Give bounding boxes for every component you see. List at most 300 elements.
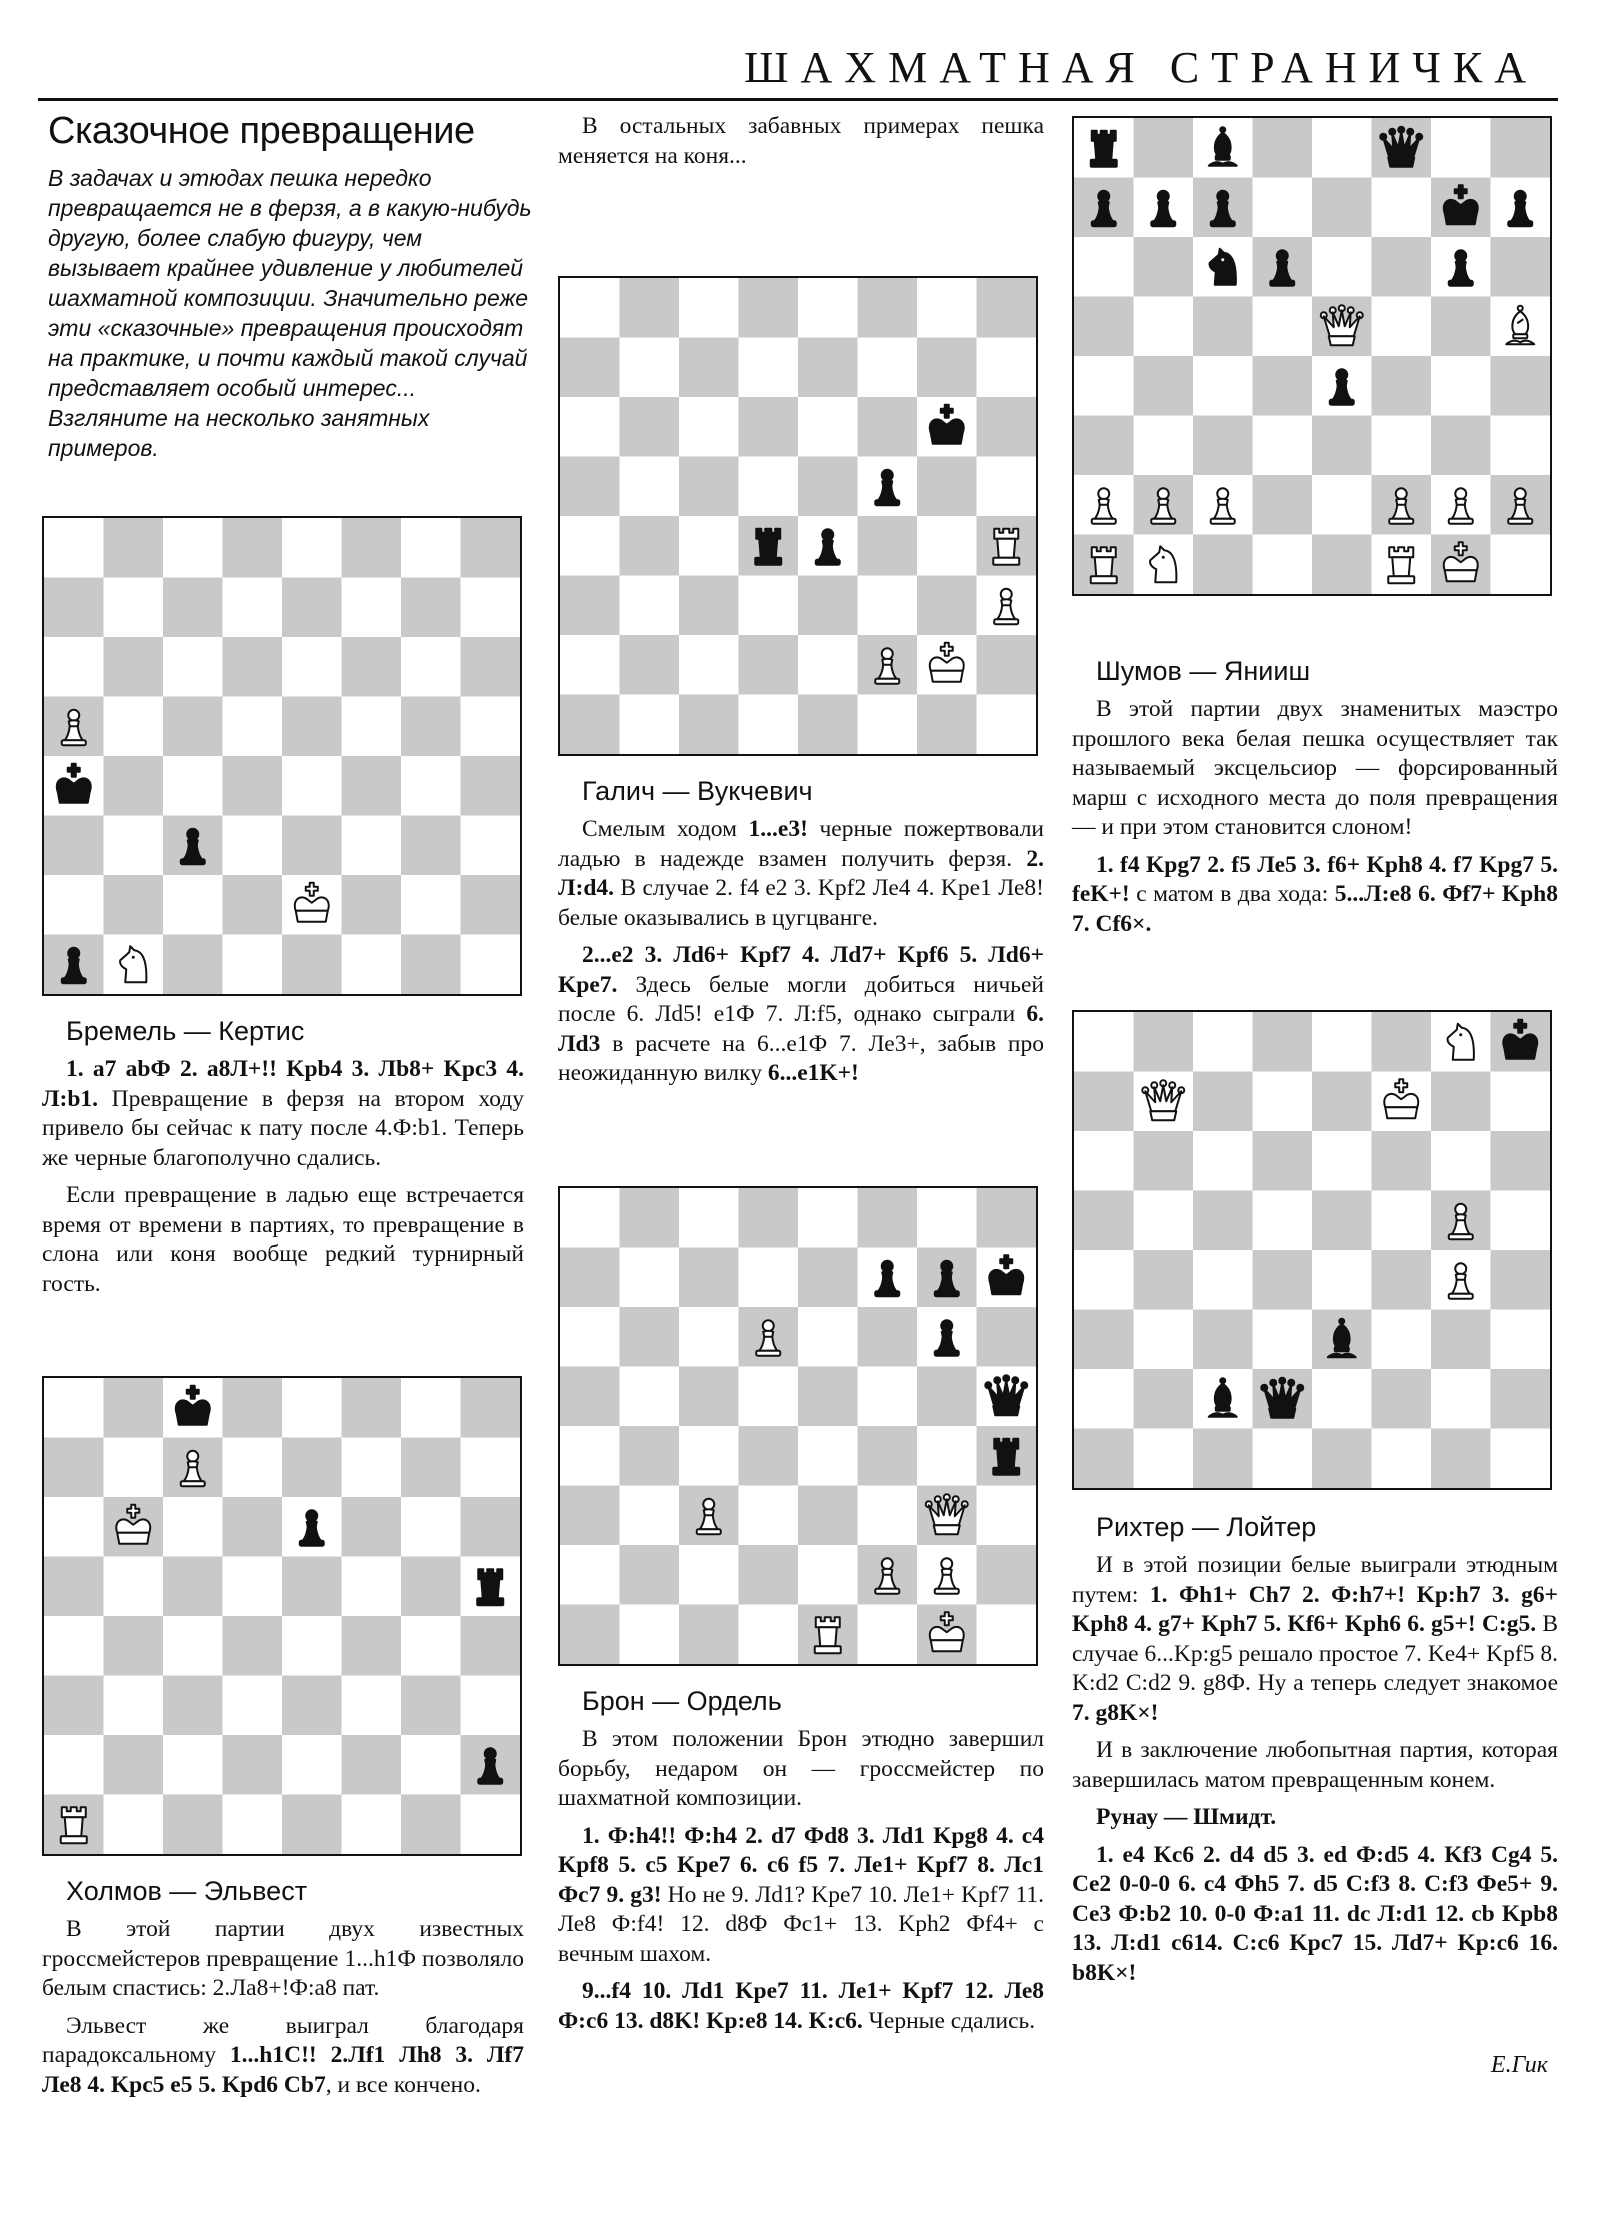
dark-square xyxy=(461,1378,521,1438)
game-bron-ordel xyxy=(558,1686,1044,2044)
dark-square xyxy=(1253,1012,1313,1072)
light-square xyxy=(560,635,620,695)
light-square xyxy=(679,635,739,695)
dark-square xyxy=(858,1188,918,1248)
light-square xyxy=(461,1795,521,1855)
light-square xyxy=(223,1557,283,1617)
light-square xyxy=(163,1497,223,1557)
dark-square xyxy=(461,756,521,816)
game-kholmov-elvest xyxy=(42,1876,524,2108)
light-square xyxy=(1253,535,1313,595)
dark-square xyxy=(401,1557,461,1617)
light-square xyxy=(798,278,858,338)
dark-square xyxy=(1491,356,1551,416)
light-square xyxy=(104,697,164,757)
light-square xyxy=(1372,416,1432,476)
dark-square xyxy=(858,397,918,457)
white-rook-piece xyxy=(815,1617,841,1653)
dark-square xyxy=(223,756,283,816)
dark-square xyxy=(163,1795,223,1855)
light-square xyxy=(1491,1429,1551,1489)
light-square xyxy=(401,518,461,578)
light-square xyxy=(44,518,104,578)
light-square xyxy=(342,1557,402,1617)
light-square xyxy=(1074,1131,1134,1191)
light-square xyxy=(679,516,739,576)
light-square xyxy=(282,1616,342,1676)
light-square xyxy=(163,756,223,816)
dark-square xyxy=(223,1497,283,1557)
dark-square xyxy=(223,518,283,578)
dark-square xyxy=(560,1248,620,1308)
dark-square xyxy=(917,576,977,636)
light-square xyxy=(620,338,680,398)
dark-square xyxy=(44,816,104,876)
dark-square xyxy=(1134,1012,1194,1072)
chessboard xyxy=(560,278,1036,754)
dark-square xyxy=(44,1438,104,1498)
dark-square xyxy=(560,457,620,517)
light-square xyxy=(858,695,918,755)
light-square xyxy=(342,697,402,757)
dark-square xyxy=(1193,1191,1253,1251)
game-paragraph: В этой партии двух известных гроссмейстеров превращение 1...h1Ф позволяло белым спастись: 2.Ла8+!Ф:а8 пат. xyxy=(42,1916,524,2001)
dark-square xyxy=(798,1248,858,1308)
light-square xyxy=(282,756,342,816)
light-square xyxy=(342,1795,402,1855)
chess-diagram-shumov-yanish xyxy=(1072,116,1552,596)
dark-square xyxy=(461,875,521,935)
dark-square xyxy=(1253,475,1313,535)
light-square xyxy=(977,457,1037,517)
dark-square xyxy=(342,756,402,816)
light-square xyxy=(1491,535,1551,595)
light-square xyxy=(560,516,620,576)
light-square xyxy=(1253,297,1313,357)
dark-square xyxy=(1193,535,1253,595)
light-square xyxy=(342,935,402,995)
light-square xyxy=(1312,1250,1372,1310)
light-square xyxy=(560,1307,620,1367)
light-square xyxy=(44,1378,104,1438)
dark-square xyxy=(798,576,858,636)
light-square xyxy=(163,1735,223,1795)
dark-square xyxy=(282,1438,342,1498)
dark-square xyxy=(1074,1072,1134,1132)
light-square xyxy=(163,518,223,578)
dark-square xyxy=(798,1367,858,1427)
light-square xyxy=(104,1438,164,1498)
dark-square xyxy=(1134,118,1194,178)
dark-square xyxy=(1491,118,1551,178)
light-square xyxy=(620,695,680,755)
dark-square xyxy=(342,1735,402,1795)
page-header xyxy=(38,38,1558,101)
light-square xyxy=(223,1795,283,1855)
dark-square xyxy=(1193,297,1253,357)
dark-square xyxy=(401,578,461,638)
dark-square xyxy=(163,578,223,638)
page-section-title: ШАХМАТНАЯ СТРАНИЧКА xyxy=(744,43,1538,92)
dark-square xyxy=(1431,1072,1491,1132)
light-square xyxy=(1312,1369,1372,1429)
light-square xyxy=(1074,1012,1134,1072)
dark-square xyxy=(1372,1012,1432,1072)
dark-square xyxy=(282,1795,342,1855)
dark-square xyxy=(342,637,402,697)
light-square xyxy=(1372,1310,1432,1370)
dark-square xyxy=(679,695,739,755)
light-square xyxy=(679,1426,739,1486)
dark-square xyxy=(620,1307,680,1367)
light-square xyxy=(1134,1429,1194,1489)
light-square xyxy=(1134,1191,1194,1251)
light-square xyxy=(739,457,799,517)
light-square xyxy=(163,637,223,697)
dark-square xyxy=(461,637,521,697)
dark-square xyxy=(1134,1250,1194,1310)
game-richter-loiter xyxy=(1072,1512,1558,1996)
game-galich-vukchevich xyxy=(558,776,1044,1097)
dark-square xyxy=(620,397,680,457)
light-square xyxy=(163,875,223,935)
dark-square xyxy=(1312,178,1372,238)
dark-square xyxy=(1372,1250,1432,1310)
light-square xyxy=(798,635,858,695)
dark-square xyxy=(223,1378,283,1438)
dark-square xyxy=(1074,1310,1134,1370)
light-square xyxy=(1372,297,1432,357)
dark-square xyxy=(1193,416,1253,476)
dark-square xyxy=(401,1438,461,1498)
light-square xyxy=(679,1307,739,1367)
column-left xyxy=(42,110,532,463)
dark-square xyxy=(282,1676,342,1736)
dark-square xyxy=(1312,416,1372,476)
article-signature-block xyxy=(1072,2048,1558,2079)
article-title: Сказочное превращение xyxy=(48,110,475,152)
dark-square xyxy=(679,457,739,517)
light-square xyxy=(223,697,283,757)
dark-square xyxy=(1491,1250,1551,1310)
game-paragraph: В остальных забавных примерах пешка меняется на коня... xyxy=(558,113,1044,169)
light-square xyxy=(620,457,680,517)
light-square xyxy=(1312,475,1372,535)
light-square xyxy=(798,1188,858,1248)
light-square xyxy=(858,1367,918,1427)
game-kholmov-elvest-continued xyxy=(558,112,1044,179)
light-square xyxy=(1491,1310,1551,1370)
light-square xyxy=(858,576,918,636)
light-square xyxy=(679,397,739,457)
light-square xyxy=(401,756,461,816)
dark-square xyxy=(1312,1191,1372,1251)
dark-square xyxy=(679,338,739,398)
dark-square xyxy=(1491,1131,1551,1191)
dark-square xyxy=(560,695,620,755)
dark-square xyxy=(620,1426,680,1486)
dark-square xyxy=(104,1378,164,1438)
dark-square xyxy=(1193,1310,1253,1370)
white-rook-piece xyxy=(993,529,1019,565)
dark-square xyxy=(977,1307,1037,1367)
light-square xyxy=(282,637,342,697)
light-square xyxy=(620,1605,680,1665)
light-square xyxy=(798,1307,858,1367)
dark-square xyxy=(44,1557,104,1617)
light-square xyxy=(1193,1250,1253,1310)
light-square xyxy=(1074,237,1134,297)
dark-square xyxy=(401,1795,461,1855)
light-square xyxy=(1134,1310,1194,1370)
light-square xyxy=(223,1676,283,1736)
light-square xyxy=(282,1378,342,1438)
game-paragraph: Рунау — Шмидт. xyxy=(1096,1804,1277,1830)
light-square xyxy=(1253,416,1313,476)
light-square xyxy=(739,338,799,398)
game-title: Холмов — Эльвест xyxy=(66,1876,308,1906)
dark-square xyxy=(620,278,680,338)
light-square xyxy=(461,697,521,757)
dark-square xyxy=(858,278,918,338)
black-rook-piece xyxy=(993,1439,1019,1475)
light-square xyxy=(1431,118,1491,178)
dark-square xyxy=(1312,1072,1372,1132)
chess-diagram-richter-loiter xyxy=(1072,1010,1552,1490)
author-signature: Е.Гик xyxy=(1490,2052,1548,2078)
dark-square xyxy=(1253,1250,1313,1310)
light-square xyxy=(401,1497,461,1557)
dark-square xyxy=(560,1486,620,1546)
dark-square xyxy=(739,1188,799,1248)
dark-square xyxy=(1431,416,1491,476)
game-paragraph: 1. Ф:h4!! Ф:h4 2. d7 Фd8 3. Лd1 Kpg8 4. c4 Kpf8 5. c5 Kpe7 6. c6 f5 7. Ле1+ Kpf7 8. Лс1 Фс7 9. g3! Но не 9. Лd1? Kpe7 10. Ле1+ Kpf7 11. Ле8 Ф:f4! 12. d8Ф Фс1+ 13. Kph2 Фf4+ с вечным шахом. xyxy=(558,1822,1044,1967)
light-square xyxy=(560,1545,620,1605)
light-square xyxy=(401,637,461,697)
game-paragraph: 1. a7 abФ 2. a8Л+!! Kpb4 3. Лb8+ Kpc3 4. Л:b1. Превращение в ферзя на втором ходу привело бы сейчас к пату после 4.Ф:b1. Теперь же черные благополучно сдались. xyxy=(42,1056,524,1171)
dark-square xyxy=(679,1367,739,1427)
dark-square xyxy=(342,1616,402,1676)
light-square xyxy=(401,1378,461,1438)
dark-square xyxy=(104,756,164,816)
dark-square xyxy=(44,578,104,638)
light-square xyxy=(1491,1191,1551,1251)
game-paragraph: В этой партии двух знаменитых маэстро прошлого века белая пешка осуществляет так называемый эксцельсиор — форсированный марш с исходного места до поля превращения — и при этом становится слоном! xyxy=(1072,696,1558,840)
dark-square xyxy=(739,278,799,338)
dark-square xyxy=(560,576,620,636)
light-square xyxy=(342,1438,402,1498)
light-square xyxy=(858,1486,918,1546)
light-square xyxy=(798,397,858,457)
chess-diagram-galich-vukchevich xyxy=(558,276,1038,756)
light-square xyxy=(1253,1191,1313,1251)
light-square xyxy=(1134,297,1194,357)
dark-square xyxy=(1372,1131,1432,1191)
game-paragraph: Смелым ходом 1...e3! черные пожертвовали ладью в надежде взамен получить ферзя. 2. Л:d4. В случае 2. f4 e2 3. Kpf2 Ле4 4. Kpe1 Ле8! белые оказывались в цугцванге. xyxy=(558,816,1045,931)
dark-square xyxy=(401,935,461,995)
light-square xyxy=(342,1676,402,1736)
light-square xyxy=(1312,118,1372,178)
dark-square xyxy=(1312,1429,1372,1489)
dark-square xyxy=(620,635,680,695)
light-square xyxy=(1372,178,1432,238)
light-square xyxy=(342,816,402,876)
light-square xyxy=(104,1676,164,1736)
light-square xyxy=(1074,1369,1134,1429)
light-square xyxy=(679,1545,739,1605)
dark-square xyxy=(342,518,402,578)
light-square xyxy=(1312,237,1372,297)
light-square xyxy=(282,1735,342,1795)
chess-diagram-bron-ordel xyxy=(558,1186,1038,1666)
dark-square xyxy=(282,816,342,876)
dark-square xyxy=(917,457,977,517)
dark-square xyxy=(1074,1429,1134,1489)
chess-diagram-kholmov-elvest xyxy=(42,1376,522,1856)
light-square xyxy=(44,1497,104,1557)
white-rook-piece xyxy=(61,1807,87,1843)
light-square xyxy=(739,1605,799,1665)
light-square xyxy=(977,1605,1037,1665)
dark-square xyxy=(858,516,918,576)
light-square xyxy=(977,1486,1037,1546)
light-square xyxy=(104,816,164,876)
light-square xyxy=(560,1426,620,1486)
dark-square xyxy=(1134,356,1194,416)
chessboard xyxy=(44,1378,520,1854)
light-square xyxy=(461,935,521,995)
light-square xyxy=(739,1248,799,1308)
dark-square xyxy=(163,1676,223,1736)
game-title: Рихтер — Лойтер xyxy=(1096,1512,1317,1542)
light-square xyxy=(461,578,521,638)
game-paragraph: 1. f4 Kpg7 2. f5 Ле5 3. f6+ Kph8 4. f7 Kpg7 5. feK+! с матом в два хода: 5...Л:e8 6. Фf7+ Kph8 7. Cf6×. xyxy=(1072,851,1558,937)
light-square xyxy=(1253,1310,1313,1370)
dark-square xyxy=(104,1735,164,1795)
light-square xyxy=(917,1188,977,1248)
dark-square xyxy=(858,1426,918,1486)
dark-square xyxy=(1134,1131,1194,1191)
light-square xyxy=(401,1616,461,1676)
game-paragraph: И в заключение любопытная партия, которая завершилась матом превращенным конем. xyxy=(1072,1737,1558,1793)
chessboard xyxy=(1074,118,1550,594)
light-square xyxy=(1431,356,1491,416)
dark-square xyxy=(104,637,164,697)
dark-square xyxy=(679,576,739,636)
light-square xyxy=(223,578,283,638)
light-square xyxy=(858,1605,918,1665)
light-square xyxy=(44,637,104,697)
white-rook-piece xyxy=(1388,547,1414,583)
light-square xyxy=(858,338,918,398)
light-square xyxy=(917,1426,977,1486)
game-paragraph: 9...f4 10. Лd1 Kpe7 11. Ле1+ Kpf7 12. Ле8 Ф:c6 13. d8K! Kp:e8 14. K:c6. Черные сдались. xyxy=(558,1978,1044,2034)
dark-square xyxy=(1431,1310,1491,1370)
light-square xyxy=(44,875,104,935)
game-paragraph: 2...e2 3. Лd6+ Kpf7 4. Лd7+ Kpf6 5. Лd6+ Kpe7. Здесь белые могли добиться ничьей после 6. Лd5! e1Ф 7. Л:f5, однако сыграли 6. Лd3 в расчете на 6...e1Ф 7. Ле3+, забыв про неожиданную вилку 6...e1K+! xyxy=(558,942,1044,1086)
light-square xyxy=(560,1188,620,1248)
game-title: Бремель — Кертис xyxy=(66,1016,305,1046)
dark-square xyxy=(44,1676,104,1736)
light-square xyxy=(1253,1429,1313,1489)
light-square xyxy=(620,1486,680,1546)
light-square xyxy=(44,1616,104,1676)
dark-square xyxy=(1491,1369,1551,1429)
dark-square xyxy=(798,1486,858,1546)
game-paragraph: Эльвест же выиграл благодаря парадоксальному 1...h1C!! 2.Лf1 Лh8 3. Лf7 Ле8 4. Kpc5 e5 5. Kpd6 Cb7, и все кончено. xyxy=(42,2012,524,2098)
dark-square xyxy=(1372,1369,1432,1429)
dark-square xyxy=(163,1557,223,1617)
light-square xyxy=(342,578,402,638)
dark-square xyxy=(739,1426,799,1486)
black-rook-piece xyxy=(755,529,781,565)
light-square xyxy=(163,1616,223,1676)
light-square xyxy=(679,1188,739,1248)
light-square xyxy=(1491,1072,1551,1132)
dark-square xyxy=(1372,237,1432,297)
dark-square xyxy=(560,1605,620,1665)
dark-square xyxy=(977,635,1037,695)
dark-square xyxy=(620,516,680,576)
dark-square xyxy=(739,397,799,457)
dark-square xyxy=(342,1497,402,1557)
dark-square xyxy=(1074,297,1134,357)
light-square xyxy=(560,397,620,457)
light-square xyxy=(461,816,521,876)
dark-square xyxy=(342,875,402,935)
light-square xyxy=(977,695,1037,755)
dark-square xyxy=(223,637,283,697)
dark-square xyxy=(163,935,223,995)
dark-square xyxy=(858,1307,918,1367)
dark-square xyxy=(1491,237,1551,297)
light-square xyxy=(1431,1369,1491,1429)
dark-square xyxy=(1253,118,1313,178)
light-square xyxy=(1253,1072,1313,1132)
dark-square xyxy=(977,1545,1037,1605)
light-square xyxy=(282,518,342,578)
dark-square xyxy=(223,875,283,935)
light-square xyxy=(917,278,977,338)
light-square xyxy=(1372,1191,1432,1251)
dark-square xyxy=(560,1367,620,1427)
light-square xyxy=(1193,356,1253,416)
dark-square xyxy=(977,1188,1037,1248)
light-square xyxy=(798,1426,858,1486)
light-square xyxy=(223,935,283,995)
light-square xyxy=(104,578,164,638)
light-square xyxy=(44,1735,104,1795)
light-square xyxy=(1491,416,1551,476)
chessboard xyxy=(1074,1012,1550,1488)
game-title: Брон — Ордель xyxy=(582,1686,782,1716)
dark-square xyxy=(461,1616,521,1676)
dark-square xyxy=(917,1367,977,1427)
light-square xyxy=(1074,1250,1134,1310)
chess-diagram-bremel-kertis xyxy=(42,516,522,996)
light-square xyxy=(620,1367,680,1427)
black-rook-piece xyxy=(1091,131,1117,167)
game-paragraph: В этом положении Брон этюдно завершил борьбу, недаром он — гроссмейстер по шахматной композиции. xyxy=(558,1726,1044,1811)
game-paragraph: Если превращение в ладью еще встречается время от времени в партиях, то превращение в слона или коня вообще редкий турнирный гость. xyxy=(42,1182,524,1297)
dark-square xyxy=(104,875,164,935)
light-square xyxy=(798,1545,858,1605)
dark-square xyxy=(977,397,1037,457)
light-square xyxy=(679,278,739,338)
dark-square xyxy=(282,1557,342,1617)
dark-square xyxy=(620,1188,680,1248)
light-square xyxy=(739,1486,799,1546)
